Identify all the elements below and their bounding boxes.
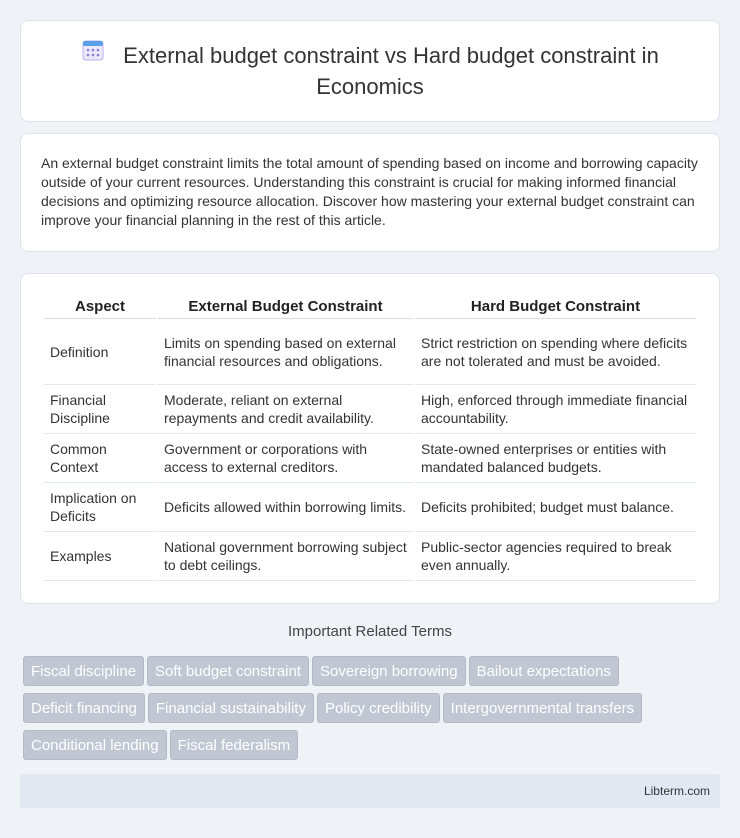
cell-external: Limits on spending based on external financial resources and obligations.	[158, 319, 413, 385]
tag-soft-budget-constraint[interactable]: Soft budget constraint	[147, 656, 309, 686]
cell-external: Government or corporations with access to external creditors.	[158, 434, 413, 483]
intro-card	[20, 133, 720, 252]
related-terms-list	[22, 656, 722, 767]
header-external: External Budget Constraint	[158, 294, 413, 319]
title-card	[20, 20, 720, 122]
cell-aspect: Definition	[44, 319, 156, 385]
cell-hard: High, enforced through immediate financial accountability.	[415, 385, 696, 434]
cell-aspect: Examples	[44, 532, 156, 581]
tag-fiscal-discipline[interactable]: Fiscal discipline	[23, 656, 144, 686]
calendar-icon	[81, 38, 105, 69]
cell-aspect: Implication on Deficits	[44, 483, 156, 532]
footer-site-link[interactable]: Libterm.com	[643, 784, 710, 798]
table-row	[44, 434, 696, 483]
intro-text: An external budget constraint limits the total amount of spending based on income and borrowing capacity outside of your current resources. Understanding this constraint is crucial for making informed financial decisions and optimizing resource allocation. Discover how mastering your external budget constraint can improve your financial planning in the rest of this article.	[41, 155, 698, 228]
title-wrap	[40, 41, 700, 102]
footer	[20, 774, 720, 808]
tag-deficit-financing[interactable]: Deficit financing	[23, 693, 145, 723]
table-row	[44, 532, 696, 581]
tag-fiscal-federalism[interactable]: Fiscal federalism	[170, 730, 299, 760]
tag-conditional-lending[interactable]: Conditional lending	[23, 730, 167, 760]
cell-hard: Public-sector agencies required to break even annually.	[415, 532, 696, 581]
cell-external: Deficits allowed within borrowing limits.	[158, 483, 413, 532]
table-header-row	[44, 294, 696, 319]
comparison-table	[42, 294, 698, 581]
cell-hard: State-owned enterprises or entities with mandated balanced budgets.	[415, 434, 696, 483]
table-row	[44, 319, 696, 385]
cell-aspect: Financial Discipline	[44, 385, 156, 434]
tag-financial-sustainability[interactable]: Financial sustainability	[148, 693, 314, 723]
comparison-table-card	[20, 273, 720, 604]
cell-external: National government borrowing subject to debt ceilings.	[158, 532, 413, 581]
header-hard: Hard Budget Constraint	[415, 294, 696, 319]
table-row	[44, 385, 696, 434]
cell-hard: Strict restriction on spending where deficits are not tolerated and must be avoided.	[415, 319, 696, 385]
cell-external: Moderate, reliant on external repayments and credit availability.	[158, 385, 413, 434]
tag-policy-credibility[interactable]: Policy credibility	[317, 693, 440, 723]
page-title: External budget constraint vs Hard budget constraint in Economics	[123, 42, 659, 100]
related-terms-heading: Important Related Terms	[288, 623, 452, 640]
tag-sovereign-borrowing[interactable]: Sovereign borrowing	[312, 656, 466, 686]
table-row	[44, 483, 696, 532]
tag-intergovernmental-transfers[interactable]: Intergovernmental transfers	[443, 693, 642, 723]
header-aspect: Aspect	[44, 294, 156, 319]
cell-aspect: Common Context	[44, 434, 156, 483]
cell-hard: Deficits prohibited; budget must balance.	[415, 483, 696, 532]
tag-bailout-expectations[interactable]: Bailout expectations	[469, 656, 619, 686]
